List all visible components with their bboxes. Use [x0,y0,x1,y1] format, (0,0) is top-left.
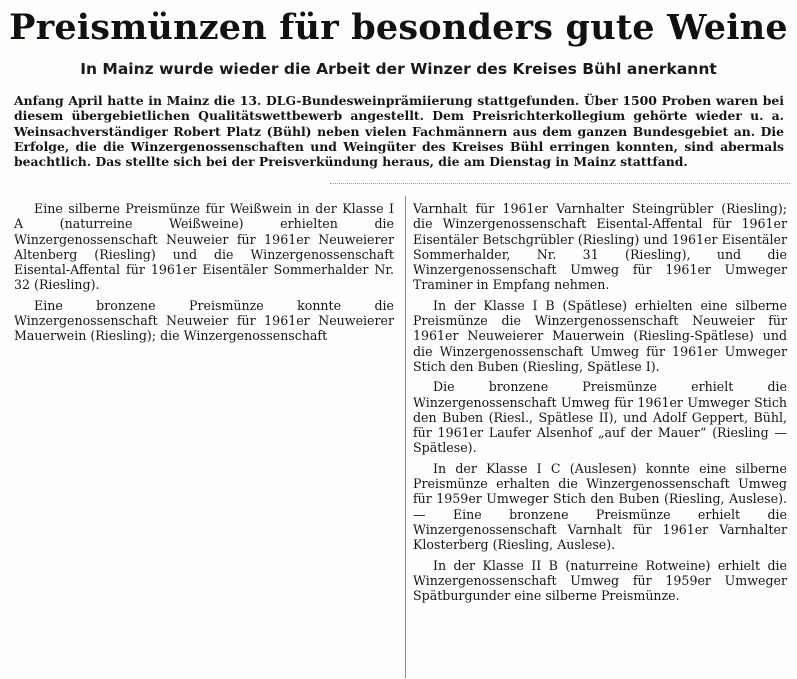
body-paragraph: In der Klasse I C (Auslesen) konnte eine silberne Preismünze erhalten die Winzergenossenschaft Umweg für 1959er Umweger Stich den Buben (Riesling, Auslese). — Eine bronzene Preismünze erhielt die Winzergenossenschaft Varnhalt für 1961er Varnhalter Klosterberg (Riesling, Auslese). [413,460,787,553]
body-paragraph: Die bronzene Preismünze erhielt die Winzergenossenschaft Umweg für 1961er Umweger Stich den Buben (Riesl., Spätlese II), und Adolf Geppert, Bühl, für 1961er Laufer Alsenhof „auf der Mauer“ (Riesling — Spätlese). [413,379,787,456]
body-paragraph: Varnhalt für 1961er Varnhalter Steingrübler (Riesling); die Winzergenossenschaft Eisental-Affental für 1961er Eisentäler Betschgrübler (Riesling) und 1961er Eisentäler Sommerhalder, Nr. 31 (Riesling), und die Winzergenossenschaft Umweg für 1961er Umweger Traminer in Empfang nehmen. [413,201,787,293]
lead-paragraph: Anfang April hatte in Mainz die 13. DLG-Bundesweinprämiierung stattgefunden. Über 1500 Proben waren bei diesem übergebietlichen Qualitätswettbewerb angestellt. Dem Preisrichterkollegium gehörte wieder u. a. Weinsachverständiger Robert Platz (Bühl) neben vielen Fachmännern aus dem ganzen Bundesgebiet an. Die Erfolge, die die Winzergenossenschaften und Weingüter des Kreises Bühl erringen konnten, sind abermals beachtlich. Das stellte sich bei der Preisverkündung heraus, die am Dienstag in Mainz stattfand. [14,93,784,170]
subheadline: In Mainz wurde wieder die Arbeit der Winzer des Kreises Bühl anerkannt [80,60,717,78]
headline: Preismünzen für besonders gute Weine [9,7,788,48]
column-divider [405,196,406,678]
left-column [14,201,394,349]
right-column [413,201,787,608]
body-paragraph: In der Klasse II B (naturreine Rotweine) erhielt die Winzergenossenschaft Umweg für 1959er Umweger Spätburgunder eine silberne Preismünze. [413,557,787,604]
body-paragraph: Eine bronzene Preismünze konnte die Winzergenossenschaft Neuweier für 1961er Neuweierer Mauerwein (Riesling); die Winzergenossenschaft [14,297,394,344]
body-paragraph: In der Klasse I B (Spätlese) erhielten eine silberne Preismünze die Winzergenossenschaft Neuweier für 1961er Neuweierer Mauerwein (Riesling-Spätlese) und die Winzergenossenschaft Umweg für 1961er Umweger Stich den Buben (Riesling, Spätlese I). [413,297,787,374]
print-bleed-line [330,183,790,185]
body-paragraph: Eine silberne Preismünze für Weißwein in der Klasse I A (naturreine Weißweine) erhielten die Winzergenossenschaft Neuweier für 1961er Neuweierer Altenberg (Riesling) und die Winzergenossenschaft Eisental-Affental für 1961er Eisentäler Sommerhalder Nr. 32 (Riesling). [14,201,394,293]
